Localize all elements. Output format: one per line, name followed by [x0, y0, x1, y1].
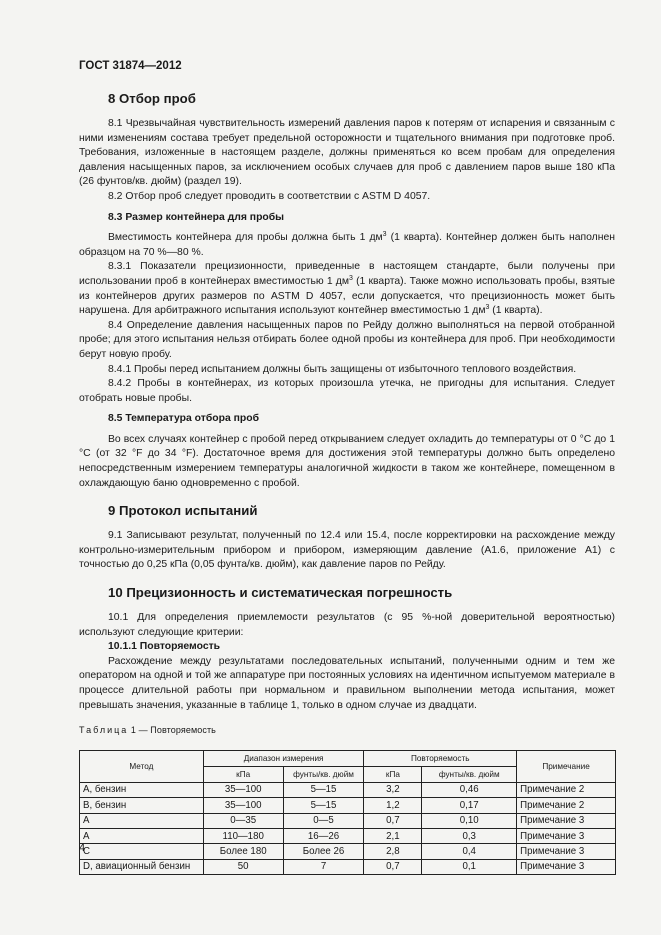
header-range: Диапазон измерения — [203, 750, 364, 766]
table-row — [80, 828, 616, 843]
table-cell: Примечание 3 — [517, 844, 616, 859]
table-cell: 0,3 — [422, 828, 517, 843]
table-cell: D, авиационный бензин — [80, 859, 204, 874]
text-run: Вместимость контейнера для пробы должна быть 1 дм — [108, 232, 383, 244]
table-caption — [79, 723, 615, 738]
table-cell: 1,2 — [364, 798, 422, 813]
page-header-standard-id: ГОСТ 31874—2012 — [79, 60, 182, 72]
table-cell: 0,7 — [364, 813, 422, 828]
section-8-heading: 8 Отбор проб — [108, 91, 196, 106]
table-cell: А, бензин — [80, 782, 204, 797]
paragraph-10-1: 10.1 Для определения приемлемости результатов (с 95 %-ной доверительной вероятностью) используют следующие критерии: — [79, 612, 615, 638]
paragraph-8-3 — [79, 231, 615, 260]
table-cell: 7 — [283, 859, 364, 874]
header-range-psi: фунты/кв. дюйм — [283, 766, 364, 782]
table-cell: В, бензин — [80, 798, 204, 813]
header-repeat-kpa: кПа — [364, 766, 422, 782]
subsection-8-3-heading: 8.3 Размер контейнера для пробы — [108, 211, 285, 223]
superscript: 3 — [485, 304, 490, 312]
paragraph-8-3-1 — [79, 260, 615, 318]
paragraph-8-4-1: 8.4.1 Пробы перед испытанием должны быть защищены от избыточного теплового воздействия. — [108, 363, 577, 375]
section-9-heading: 9 Протокол испытаний — [108, 503, 258, 519]
header-note: Примечание — [517, 750, 616, 782]
table-cell: 50 — [203, 859, 283, 874]
table-cell: 0,17 — [422, 798, 517, 813]
repeatability-table — [79, 750, 616, 875]
paragraph-8-4: 8.4 Определение давления насыщенных паров по Рейду должно выполняться на первой отобранной пробе; для этого испытания нельзя отбирать более одной пробы из контейнера для проб. При необходимости берут новую пробу. — [79, 319, 615, 360]
spacer — [79, 573, 615, 584]
table-body — [80, 782, 616, 874]
table-cell: Примечание 2 — [517, 798, 616, 813]
superscript: 3 — [349, 274, 353, 282]
table-cell: Примечание 2 — [517, 782, 616, 797]
table-cell: А — [80, 828, 204, 843]
text-run: 8.3.1 Показатели прецизионности, приведенные в настоящем стандарте, были получены при использовании проб в контейнерах вместимостью 1 дм — [79, 261, 615, 287]
section-10-heading: 10 Прецизионность и систематическая погрешность — [108, 585, 453, 601]
header-range-kpa: кПа — [203, 766, 283, 782]
subsection-8-5-heading: 8.5 Температура отбора проб — [108, 413, 260, 425]
table-row — [80, 782, 616, 797]
page-number: 4 — [79, 842, 86, 854]
table-cell: Примечание 3 — [517, 813, 616, 828]
table-cell: 2,1 — [364, 828, 422, 843]
table-cell: 0,4 — [422, 844, 517, 859]
table-cell: 5—15 — [283, 782, 364, 797]
paragraph-10-1-1: Расхождение между результатами последовательных испытаний, полученными одним и тем же оператором на одной и той же аппаратуре при постоянных условиях на идентичном испытуемом материале в процессе длительной работы при нормальном и правильном выполнении метода испытания, может превышать значения, указанные в таблице 1, только в одном случае из двадцати. — [79, 655, 615, 711]
paragraph-9-1: 9.1 Записывают результат, полученный по 12.4 или 15.4, после корректировки на расхождение между контрольно-измерительным прибором и прибором, измеряющим давление (А1.6, приложение А1) с точностью до 0,25 кПа (0,05 фунта/кв. дюйм), как давление паров по Рейду. — [79, 530, 615, 571]
table-cell: 35—100 — [203, 798, 283, 813]
table-cell: 2,8 — [364, 844, 422, 859]
paragraph-8-5: Во всех случаях контейнер с пробой перед открыванием следует охладить до температуры от 0 °С до 1 °С (от 32 °F до 34 °F). Достаточное время для достижения этой температуры должно быть определено непосредственным измерением температуры аналогичной жидкости в таком же контейнере, помещенном в охлаждающую баню одновременно с пробой. — [79, 433, 615, 489]
table-caption-label: Таблица — [79, 725, 129, 736]
superscript: 3 — [382, 231, 387, 239]
table-row — [80, 844, 616, 859]
table-cell: Примечание 3 — [517, 859, 616, 874]
table-cell: 110—180 — [203, 828, 283, 843]
spacer — [79, 491, 615, 502]
table-cell: 0—35 — [203, 813, 283, 828]
table-cell: 0,10 — [422, 813, 517, 828]
table-cell: Более 180 — [203, 844, 283, 859]
table-cell: С — [80, 844, 204, 859]
paragraph-8-1: 8.1 Чрезвычайная чувствительность измерений давления паров к потерям от испарения и связанным с ними изменениям состава требует предельной осторожности и тщательного внимания при подготовке проб. Требования, изложенные в настоящем разделе, должны применяться ко всем пробам для определения давления насыщенных паров, за исключением особых случаев для проб с давлением паров выше 180 кПа (26 фунтов/кв. дюйм) (раздел 19). — [79, 118, 615, 188]
document-body — [79, 90, 615, 875]
table-cell: А — [80, 813, 204, 828]
table-cell: Более 26 — [283, 844, 364, 859]
table-cell: 0—5 — [283, 813, 364, 828]
subsection-10-1-1-heading: 10.1.1 Повторяемость — [108, 641, 221, 653]
header-repeat-psi: фунты/кв. дюйм — [422, 766, 517, 782]
table-cell: 3,2 — [364, 782, 422, 797]
table-row — [80, 798, 616, 813]
text-run: (1 кварта). Также можно использовать пробы, взятые из контейнеров других размеров по ASTM D 4057, если допускается, что прецизионность может быть нарушена. Для арбитражного испытания используют контейнер вместимостью 1 дм — [79, 275, 615, 317]
table-cell: 0,1 — [422, 859, 517, 874]
paragraph-8-2: 8.2 Отбор проб следует проводить в соответствии с ASTM D 4057. — [108, 190, 431, 202]
table-cell: 0,7 — [364, 859, 422, 874]
table-row — [80, 813, 616, 828]
header-method: Метод — [80, 750, 204, 782]
table-cell: Примечание 3 — [517, 828, 616, 843]
header-repeatability: Повторяемость — [364, 750, 517, 766]
table-cell: 16—26 — [283, 828, 364, 843]
table-cell: 0,46 — [422, 782, 517, 797]
table-row — [80, 859, 616, 874]
text-run: (1 кварта). — [489, 305, 543, 317]
table-cell: 35—100 — [203, 782, 283, 797]
paragraph-8-4-2: 8.4.2 Пробы в контейнерах, из которых произошла утечка, не пригодны для испытания. Следует отобрать новые пробы. — [79, 378, 615, 404]
table-caption-text: 1 — Повторяемость — [128, 725, 216, 736]
table-cell: 5—15 — [283, 798, 364, 813]
text-run: (1 кварта). Контейнер должен быть наполнен образцом на 70 %—80 %. — [79, 232, 615, 258]
